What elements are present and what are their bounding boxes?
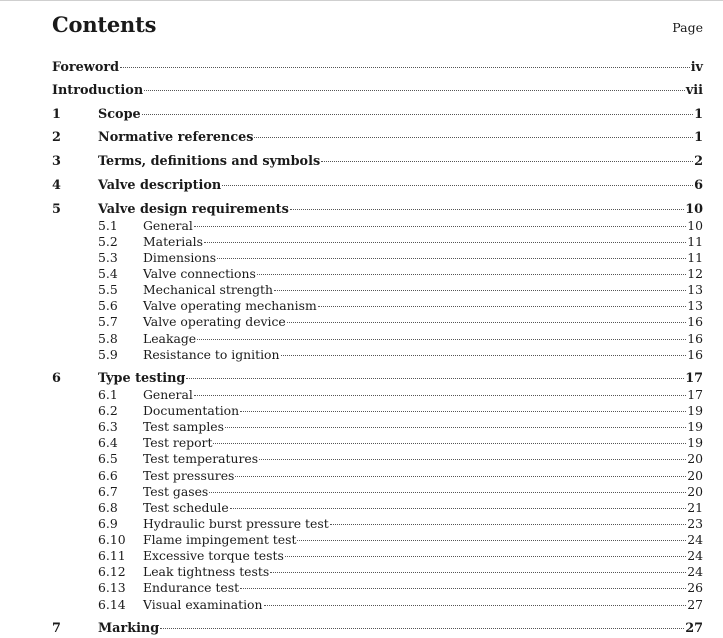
toc-entry-number: 5.5 — [98, 282, 118, 297]
toc-entry-page: 16 — [687, 347, 703, 362]
toc-entry-page: 19 — [687, 435, 703, 450]
toc-entry-page: 20 — [687, 484, 703, 499]
toc-entry[interactable] — [98, 250, 703, 267]
toc-entry-page: 27 — [685, 621, 703, 636]
toc-entry-number: 6.1 — [98, 387, 118, 402]
page-column-label: Page — [672, 20, 703, 35]
toc-entry-number: 5.6 — [98, 298, 118, 313]
toc-entry-page: iv — [690, 60, 703, 75]
toc-entry-title: Leak tightness tests — [143, 564, 270, 579]
dot-leader — [290, 209, 684, 210]
toc-entry-page: 2 — [694, 154, 703, 169]
toc-entry[interactable] — [98, 532, 703, 549]
toc-entry-number: 6.2 — [98, 403, 118, 418]
toc-entry-title: Hydraulic burst pressure test — [143, 516, 329, 531]
toc-entry-title: General — [143, 218, 193, 233]
toc-entry-number: 5.4 — [98, 266, 118, 281]
toc-entry-title: Test gases — [143, 484, 209, 499]
toc-entry-number: 5.7 — [98, 314, 118, 329]
dot-leader — [240, 411, 686, 412]
toc-entry-title: Valve operating device — [143, 314, 286, 329]
dot-leader — [230, 508, 686, 509]
dot-leader — [240, 588, 686, 589]
toc-entry-page: 11 — [687, 234, 703, 249]
dot-leader — [274, 290, 686, 291]
dot-leader — [144, 90, 685, 91]
dot-leader — [213, 443, 686, 444]
dot-leader — [222, 185, 693, 186]
dot-leader — [254, 137, 693, 138]
toc-entry-page: 11 — [687, 250, 703, 265]
toc-entry-number: 3 — [52, 154, 61, 169]
toc-entry-number: 5.8 — [98, 331, 118, 346]
toc-entry-title: Dimensions — [143, 250, 217, 265]
toc-entry-number: 6.8 — [98, 500, 118, 515]
dot-leader — [257, 274, 686, 275]
toc-entry[interactable] — [98, 419, 703, 436]
toc-entry-page: 19 — [687, 419, 703, 434]
toc-entry-title: Valve design requirements — [98, 202, 289, 217]
dot-leader — [194, 395, 686, 396]
toc-entry-number: 1 — [52, 107, 61, 122]
toc-entry-page: 13 — [687, 298, 703, 313]
toc-entry[interactable] — [52, 130, 703, 147]
toc-entry-number: 6.12 — [98, 564, 126, 579]
toc-entry-title: General — [143, 387, 193, 402]
dot-leader — [217, 258, 686, 259]
toc-entry-title: Valve operating mechanism — [143, 298, 317, 313]
toc-entry-page: 24 — [687, 564, 703, 579]
toc-entry-page: 16 — [687, 314, 703, 329]
toc-entry-title: Test schedule — [143, 500, 229, 515]
toc-entry-page: 24 — [687, 532, 703, 547]
toc-entry[interactable] — [52, 178, 703, 195]
dot-leader — [285, 556, 686, 557]
dot-leader — [270, 572, 686, 573]
toc-entry-number: 4 — [52, 178, 61, 193]
toc-entry-title: Test temperatures — [143, 451, 259, 466]
toc-entry[interactable] — [52, 107, 703, 124]
toc-entry-page: 23 — [687, 516, 703, 531]
page-title: Contents — [52, 12, 157, 37]
toc-entry[interactable] — [98, 387, 703, 404]
toc-entry[interactable] — [98, 548, 703, 565]
toc-entry-number: 5.2 — [98, 234, 118, 249]
toc-entry-title: Valve connections — [143, 266, 256, 281]
dot-leader — [281, 355, 687, 356]
toc-entry[interactable] — [98, 451, 703, 468]
toc-entry[interactable] — [52, 154, 703, 171]
toc-entry[interactable] — [52, 621, 703, 638]
toc-entry-number: 6 — [52, 371, 61, 386]
toc-entry-page: 13 — [687, 282, 703, 297]
toc-entry[interactable] — [98, 347, 703, 364]
toc-entry-number: 5.3 — [98, 250, 118, 265]
toc-entry-title: Excessive torque tests — [143, 548, 284, 563]
toc-entry-title: Endurance test — [143, 580, 240, 595]
toc-entry[interactable] — [98, 331, 703, 348]
toc-entry-title: Flame impingement test — [143, 532, 297, 547]
toc-entry-number: 6.5 — [98, 451, 118, 466]
dot-leader — [186, 378, 684, 379]
dot-leader — [209, 492, 686, 493]
toc-entry-title: Leakage — [143, 331, 197, 346]
toc-entry-number: 6.6 — [98, 468, 118, 483]
dot-leader — [259, 459, 686, 460]
toc-entry-title: Valve description — [98, 178, 222, 193]
toc-entry[interactable] — [98, 298, 703, 315]
toc-entry-title: Normative references — [98, 130, 254, 145]
toc-entry[interactable] — [98, 484, 703, 501]
toc-entry[interactable] — [98, 564, 703, 581]
toc-entry-number: 6.7 — [98, 484, 118, 499]
toc-entry[interactable] — [52, 371, 703, 388]
dot-leader — [160, 628, 684, 629]
dot-leader — [197, 339, 686, 340]
toc-entry-number: 5.1 — [98, 218, 118, 233]
toc-entry-page: 1 — [694, 130, 703, 145]
toc-entry-page: vii — [685, 83, 703, 98]
toc-entry-number: 6.11 — [98, 548, 126, 563]
dot-leader — [318, 306, 687, 307]
toc-entry-page: 27 — [687, 597, 703, 612]
toc-entry[interactable] — [98, 500, 703, 517]
toc-entry-page: 10 — [687, 218, 703, 233]
dot-leader — [264, 605, 687, 606]
toc-entry-number: 6.13 — [98, 580, 126, 595]
toc-entry-page: 10 — [685, 202, 703, 217]
toc-entry-title: Visual examination — [143, 597, 263, 612]
toc-entry[interactable] — [98, 597, 703, 614]
toc-entry-number: 5 — [52, 202, 61, 217]
toc-entry[interactable] — [98, 435, 703, 452]
toc-entry[interactable] — [98, 282, 703, 299]
toc-entry[interactable] — [52, 202, 703, 219]
toc-entry-page: 17 — [687, 387, 703, 402]
toc-entry[interactable] — [98, 580, 703, 597]
toc-entry[interactable] — [52, 60, 703, 77]
toc-entry-number: 6.3 — [98, 419, 118, 434]
toc-entry[interactable] — [98, 403, 703, 420]
toc-entry-page: 26 — [687, 580, 703, 595]
toc-entry-title: Terms, definitions and symbols — [98, 154, 321, 169]
toc-entry-title: Resistance to ignition — [143, 347, 280, 362]
toc-entry-page: 6 — [694, 178, 703, 193]
toc-entry-number: 6.9 — [98, 516, 118, 531]
toc-entry-title: Test samples — [143, 419, 224, 434]
toc-entry-page: 12 — [687, 266, 703, 281]
dot-leader — [204, 242, 686, 243]
dot-leader — [235, 476, 686, 477]
toc-entry-title: Test report — [143, 435, 213, 450]
toc-entry-page: 19 — [687, 403, 703, 418]
toc-entry-title: Documentation — [143, 403, 240, 418]
toc-entry-number: 7 — [52, 621, 61, 636]
toc-entry-title: Scope — [98, 107, 141, 122]
toc-entry-number: 2 — [52, 130, 61, 145]
toc-entry-title: Marking — [98, 621, 160, 636]
dot-leader — [297, 540, 686, 541]
toc-entry[interactable] — [98, 468, 703, 485]
toc-entry-title: Type testing — [98, 371, 186, 386]
dot-leader — [120, 67, 690, 68]
toc-entry[interactable] — [98, 234, 703, 251]
toc-entry-number: 6.14 — [98, 597, 126, 612]
toc-entry-title: Test pressures — [143, 468, 235, 483]
dot-leader — [321, 161, 693, 162]
dot-leader — [287, 322, 686, 323]
toc-entry[interactable] — [98, 266, 703, 283]
toc-entry-page: 20 — [687, 451, 703, 466]
toc-entry-number: 5.9 — [98, 347, 118, 362]
toc-entry-page: 20 — [687, 468, 703, 483]
toc-entry-number: 6.4 — [98, 435, 118, 450]
toc-entry-page: 17 — [685, 371, 703, 386]
toc-entry[interactable] — [98, 218, 703, 235]
dot-leader — [225, 427, 686, 428]
toc-entry-page: 16 — [687, 331, 703, 346]
dot-leader — [142, 114, 693, 115]
toc-entry-title: Materials — [143, 234, 203, 249]
toc-entry-number: 6.10 — [98, 532, 126, 547]
toc-entry-page: 24 — [687, 548, 703, 563]
toc-entry-title: Foreword — [52, 60, 120, 75]
toc-entry[interactable] — [98, 516, 703, 533]
dot-leader — [330, 524, 687, 525]
toc-entry-page: 21 — [687, 500, 703, 515]
toc-entry-title: Introduction — [52, 83, 144, 98]
toc-entry-title: Mechanical strength — [143, 282, 273, 297]
toc-entry-page: 1 — [694, 107, 703, 122]
toc-entry[interactable] — [98, 314, 703, 331]
toc-entry[interactable] — [52, 83, 703, 100]
dot-leader — [194, 226, 686, 227]
